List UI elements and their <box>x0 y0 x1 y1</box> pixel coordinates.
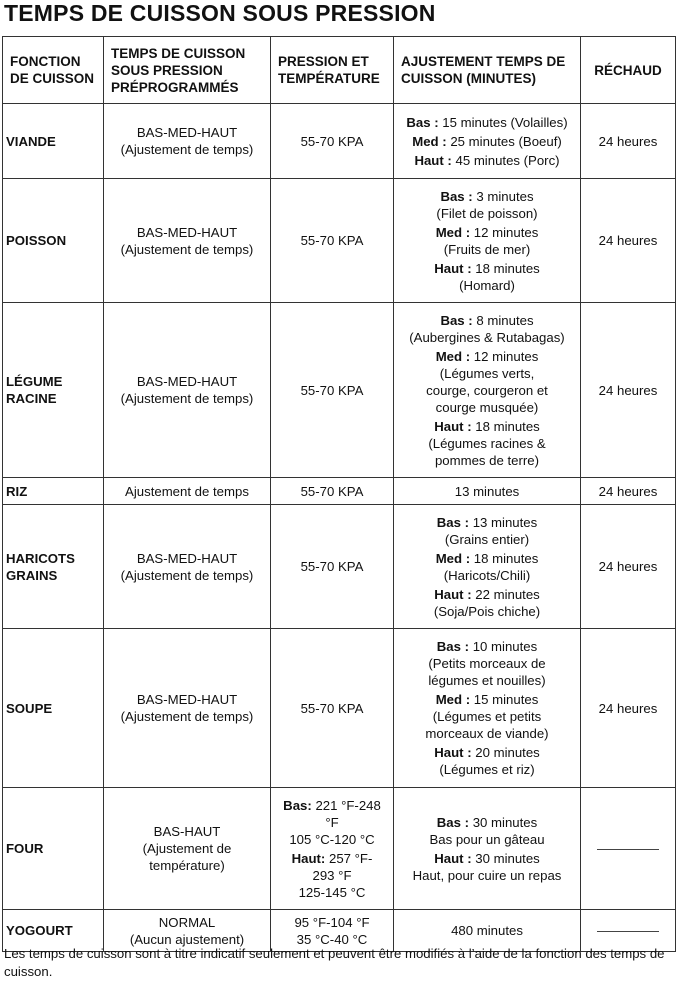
preprogrammed-cell <box>104 629 271 788</box>
value-line <box>274 914 390 931</box>
value-line <box>397 241 577 258</box>
value-line <box>274 382 390 399</box>
value-text: (Fruits de mer) <box>443 241 531 257</box>
cooking-function-cell: RIZ <box>3 478 104 505</box>
level-label: Haut : <box>434 418 472 434</box>
value-block <box>397 312 577 346</box>
value-block <box>274 850 390 901</box>
value-line <box>274 814 390 831</box>
preprogrammed-cell <box>104 788 271 910</box>
time-adjustment-cell <box>394 505 581 629</box>
value-text: 221 °F-248 <box>315 797 381 813</box>
time-adjustment-cell <box>394 179 581 303</box>
value-text: (Légumes et petits <box>432 709 542 724</box>
level-label: Haut : <box>434 850 472 866</box>
value-text: 12 minutes <box>473 224 539 240</box>
value-block <box>397 483 577 500</box>
value-line <box>274 867 390 884</box>
header-ajustement: AJUSTEMENT TEMPS DE CUISSON (MINUTES) <box>394 37 581 104</box>
value-line <box>397 672 577 689</box>
time-adjustment-cell <box>394 788 581 910</box>
value-line <box>397 348 577 365</box>
value-block <box>274 558 390 575</box>
value-text: 22 minutes <box>475 586 540 602</box>
value-text: courge musquée) <box>435 399 539 415</box>
value-block <box>397 586 577 620</box>
value-block <box>274 382 390 399</box>
preprogrammed-line: (Ajustement de temps) <box>120 142 254 157</box>
header-fonction: FONCTION DE CUISSON <box>3 37 104 104</box>
value-text: (Aubergines & Rutabagas) <box>409 329 565 345</box>
value-text: 20 minutes <box>475 745 540 760</box>
value-line <box>274 884 390 901</box>
value-text: 55-70 KPA <box>300 233 364 248</box>
value-block <box>274 232 390 249</box>
level-label: Haut: <box>291 850 326 866</box>
table-row <box>3 505 676 629</box>
warming-cell <box>581 478 676 505</box>
time-adjustment-cell <box>394 478 581 505</box>
value-line <box>397 531 577 548</box>
table-header-row <box>3 37 676 104</box>
value-block <box>397 152 577 169</box>
value-text: 13 minutes <box>472 514 538 530</box>
value-text: 55-70 KPA <box>300 483 364 499</box>
page-title: TEMPS DE CUISSON SOUS PRESSION <box>4 0 436 26</box>
value-line <box>397 550 577 567</box>
value-line <box>397 655 577 672</box>
value-block <box>397 638 577 689</box>
value-block <box>397 114 577 131</box>
value-text: morceaux de viande) <box>425 726 549 741</box>
preprogrammed-line: BAS-MED-HAUT <box>136 374 238 389</box>
level-label: Bas : <box>440 188 473 204</box>
preprogrammed-cell <box>104 179 271 303</box>
warming-text: 24 heures <box>598 700 658 716</box>
value-block <box>274 797 390 848</box>
value-line <box>397 152 577 169</box>
pressure-temperature-cell <box>271 104 394 179</box>
value-line <box>397 691 577 708</box>
header-preprogrammes: TEMPS DE CUISSON SOUS PRESSION PRÉPROGRAMMÉS <box>104 37 271 104</box>
value-text: Haut, pour cuire un repas <box>412 867 562 883</box>
value-text: 12 minutes <box>473 348 539 364</box>
value-text: Bas pour un gâteau <box>429 831 545 847</box>
preprogrammed-line: (Ajustement de <box>142 841 232 856</box>
preprogrammed-cell <box>104 505 271 629</box>
value-text: pommes de terre) <box>434 452 540 468</box>
preprogrammed-line: (Ajustement de temps) <box>120 567 254 583</box>
warming-text: 24 heures <box>598 559 658 574</box>
value-line <box>397 260 577 277</box>
value-text: 55-70 KPA <box>300 700 364 716</box>
value-text: 18 minutes <box>475 418 540 434</box>
time-adjustment-cell <box>394 629 581 788</box>
value-text: (Légumes et riz) <box>439 762 535 777</box>
preprogrammed-line: (Ajustement de temps) <box>120 241 254 257</box>
preprogrammed-line: (Aucun ajustement) <box>129 931 245 947</box>
value-line <box>397 382 577 399</box>
value-line <box>397 514 577 531</box>
level-label: Bas : <box>440 312 473 328</box>
table-row <box>3 629 676 788</box>
value-line <box>274 831 390 848</box>
value-line <box>397 483 577 500</box>
value-line <box>274 797 390 814</box>
warming-cell <box>581 629 676 788</box>
value-line <box>274 700 390 717</box>
level-label: Med : <box>435 550 471 566</box>
value-line <box>397 761 577 778</box>
value-text: 15 minutes <box>473 692 539 707</box>
value-text: (Soja/Pois chiche) <box>433 603 541 619</box>
pressure-temperature-cell <box>271 629 394 788</box>
cooking-function-cell: POISSON <box>3 179 104 303</box>
value-text: 15 minutes (Volailles) <box>442 114 568 130</box>
level-label: Med : <box>435 224 471 240</box>
value-line <box>397 567 577 584</box>
warming-cell <box>581 104 676 179</box>
pressure-temperature-cell <box>271 788 394 910</box>
level-label: Haut : <box>434 586 472 602</box>
value-line <box>274 850 390 867</box>
value-line <box>397 329 577 346</box>
pressure-temperature-cell <box>271 505 394 629</box>
value-line <box>274 133 390 150</box>
value-line <box>397 114 577 131</box>
value-text: 55-70 KPA <box>300 559 364 574</box>
value-text: 13 minutes <box>454 483 520 499</box>
value-line <box>397 224 577 241</box>
value-block <box>397 691 577 742</box>
table-row <box>3 788 676 910</box>
value-block <box>397 188 577 222</box>
value-block <box>274 133 390 150</box>
value-line <box>397 638 577 655</box>
level-label: Med : <box>435 348 471 364</box>
value-text: 18 minutes <box>473 550 539 566</box>
value-text: (Légumes verts, <box>439 365 535 381</box>
value-text: 293 °F <box>312 867 352 883</box>
value-line <box>397 133 577 150</box>
table-row <box>3 303 676 478</box>
value-text: courge, courgeron et <box>426 382 548 398</box>
preprogrammed-line: NORMAL <box>158 914 216 930</box>
value-text: 18 minutes <box>475 260 540 276</box>
value-line <box>397 603 577 620</box>
value-text: 10 minutes <box>472 639 538 654</box>
preprogrammed-cell <box>104 104 271 179</box>
header-pression: PRESSION ET TEMPÉRATURE <box>271 37 394 104</box>
value-line <box>397 922 577 939</box>
value-line <box>397 188 577 205</box>
preprogrammed-cell <box>104 478 271 505</box>
level-label: Haut : <box>414 152 452 168</box>
not-applicable-dash <box>597 849 659 850</box>
value-text: 45 minutes (Porc) <box>455 152 560 168</box>
level-label: Med : <box>435 692 471 707</box>
preprogrammed-line: température) <box>149 858 225 873</box>
value-block <box>274 914 390 948</box>
cooking-time-table <box>2 36 676 952</box>
value-block <box>397 418 577 469</box>
time-adjustment-cell <box>394 104 581 179</box>
value-line <box>397 814 577 831</box>
cooking-function-cell: YOGOURT <box>3 910 104 952</box>
preprogrammed-line: BAS-MED-HAUT <box>136 125 238 140</box>
preprogrammed-line: BAS-MED-HAUT <box>136 550 238 566</box>
value-text: (Homard) <box>459 277 515 293</box>
not-applicable-dash <box>597 931 659 932</box>
value-text: légumes et nouilles) <box>428 673 546 688</box>
cooking-function-cell: HARICOTS GRAINS <box>3 505 104 629</box>
value-text: (Petits morceaux de <box>428 656 546 671</box>
value-block <box>397 850 577 884</box>
warming-cell <box>581 505 676 629</box>
value-block <box>397 550 577 584</box>
level-label: Bas: <box>283 797 312 813</box>
warming-text: 24 heures <box>598 233 658 248</box>
warming-text: 24 heures <box>598 133 658 149</box>
preprogrammed-cell <box>104 303 271 478</box>
value-line <box>397 831 577 848</box>
value-line <box>397 399 577 416</box>
value-block <box>397 814 577 848</box>
value-text: °F <box>325 814 339 830</box>
value-block <box>397 348 577 416</box>
value-text: (Filet de poisson) <box>436 205 538 221</box>
preprogrammed-line: BAS-HAUT <box>153 824 221 839</box>
header-rechaud: RÉCHAUD <box>581 37 676 104</box>
value-text: (Haricots/Chili) <box>443 567 531 583</box>
value-line <box>397 725 577 742</box>
value-block <box>397 744 577 778</box>
table-row <box>3 478 676 505</box>
value-line <box>274 232 390 249</box>
value-text: 30 minutes <box>472 814 538 830</box>
preprogrammed-line: (Ajustement de temps) <box>120 709 254 724</box>
value-line <box>397 435 577 452</box>
cooking-function-cell: LÉGUME RACINE <box>3 303 104 478</box>
level-label: Bas : <box>436 814 470 830</box>
value-line <box>397 365 577 382</box>
value-text: 257 °F- <box>328 850 373 866</box>
value-text: 3 minutes <box>476 188 534 204</box>
level-label: Bas : <box>436 639 470 654</box>
value-line <box>274 483 390 500</box>
level-label: Med : <box>412 133 447 149</box>
value-line <box>397 452 577 469</box>
value-text: 55-70 KPA <box>300 382 364 398</box>
value-text: 480 minutes <box>451 923 523 938</box>
value-block <box>397 224 577 258</box>
value-text: 25 minutes (Boeuf) <box>450 133 562 149</box>
value-line <box>397 744 577 761</box>
preprogrammed-line: BAS-MED-HAUT <box>136 692 238 707</box>
value-text: 55-70 KPA <box>300 133 364 149</box>
value-line <box>397 586 577 603</box>
time-adjustment-cell <box>394 303 581 478</box>
value-line <box>397 205 577 222</box>
value-text: 30 minutes <box>475 850 540 866</box>
value-text: 105 °C-120 °C <box>289 831 375 847</box>
value-line <box>397 418 577 435</box>
warming-cell <box>581 303 676 478</box>
value-block <box>274 483 390 500</box>
value-block <box>397 514 577 548</box>
warming-text: 24 heures <box>598 483 658 499</box>
value-text: (Grains entier) <box>444 531 530 547</box>
value-line <box>397 708 577 725</box>
cooking-function-cell: SOUPE <box>3 629 104 788</box>
value-text: 95 °F-104 °F <box>294 914 370 930</box>
value-line <box>397 850 577 867</box>
table-row <box>3 104 676 179</box>
cooking-function-cell: FOUR <box>3 788 104 910</box>
cooking-function-cell: VIANDE <box>3 104 104 179</box>
value-block <box>397 260 577 294</box>
preprogrammed-line: BAS-MED-HAUT <box>136 224 238 240</box>
level-label: Bas : <box>406 114 439 130</box>
value-line <box>397 312 577 329</box>
warming-cell <box>581 788 676 910</box>
value-block <box>274 700 390 717</box>
value-line <box>397 277 577 294</box>
level-label: Haut : <box>434 745 472 760</box>
preprogrammed-line: Ajustement de temps <box>125 483 249 499</box>
pressure-temperature-cell <box>271 179 394 303</box>
value-text: (Légumes racines & <box>428 435 546 451</box>
warming-text: 24 heures <box>598 382 658 398</box>
value-line <box>274 558 390 575</box>
pressure-temperature-cell <box>271 303 394 478</box>
value-text: 125-145 °C <box>298 884 366 900</box>
value-line <box>397 867 577 884</box>
value-block <box>397 133 577 150</box>
warming-cell <box>581 179 676 303</box>
pressure-temperature-cell <box>271 478 394 505</box>
level-label: Haut : <box>434 260 472 276</box>
value-block <box>397 922 577 939</box>
preprogrammed-line: (Ajustement de temps) <box>120 391 254 406</box>
table-row <box>3 179 676 303</box>
footnote: Les temps de cuisson sont à titre indicatif seulement et peuvent être modifiés à l’aide de la fonction des temps de cuisson. <box>4 946 665 979</box>
value-text: 35 °C-40 °C <box>296 931 368 947</box>
value-text: 8 minutes <box>476 312 534 328</box>
level-label: Bas : <box>436 514 470 530</box>
